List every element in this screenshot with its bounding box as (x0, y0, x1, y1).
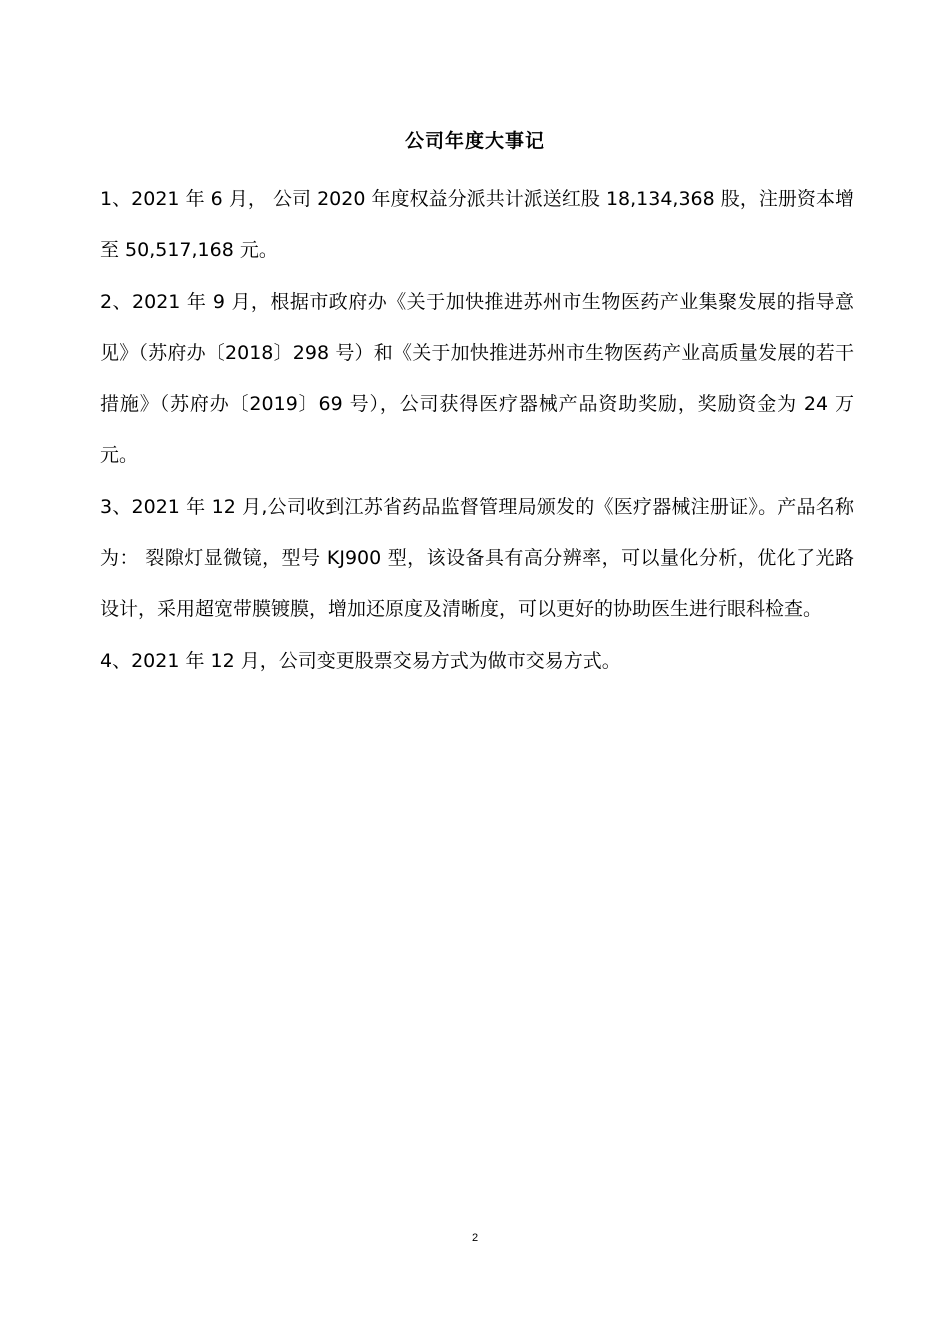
event-paragraph-3: 3、2021 年 12 月,公司收到江苏省药品监督管理局颁发的《医疗器械注册证》。产品名称为： 裂隙灯显微镜，型号 KJ900 型，该设备具有高分辨率，可以量化分析，优化了光路设计，采用超宽带膜镀膜，增加还原度及清晰度，可以更好的协助医生进行眼科检查。 (100, 495, 854, 621)
event-paragraph-2: 2、2021 年 9 月，根据市政府办《关于加快推进苏州市生物医药产业集聚发展的指导意见》（苏府办〔2018〕298 号）和《关于加快推进苏州市生物医药产业高质量发展的若干措施》（苏府办〔2019〕69 号），公司获得医疗器械产品资助奖励，奖励资金为 24 万元。 (100, 290, 854, 467)
page-title: 公司年度大事记 (404, 130, 545, 152)
event-paragraph-1: 1、2021 年 6 月， 公司 2020 年度权益分派共计派送红股 18,134,368 股，注册资本增至 50,517,168 元。 (100, 188, 854, 262)
event-paragraph-4: 4、2021 年 12 月，公司变更股票交易方式为做市交易方式。 (100, 649, 621, 672)
document-body (100, 174, 854, 687)
page-number: 2 (471, 1232, 479, 1244)
